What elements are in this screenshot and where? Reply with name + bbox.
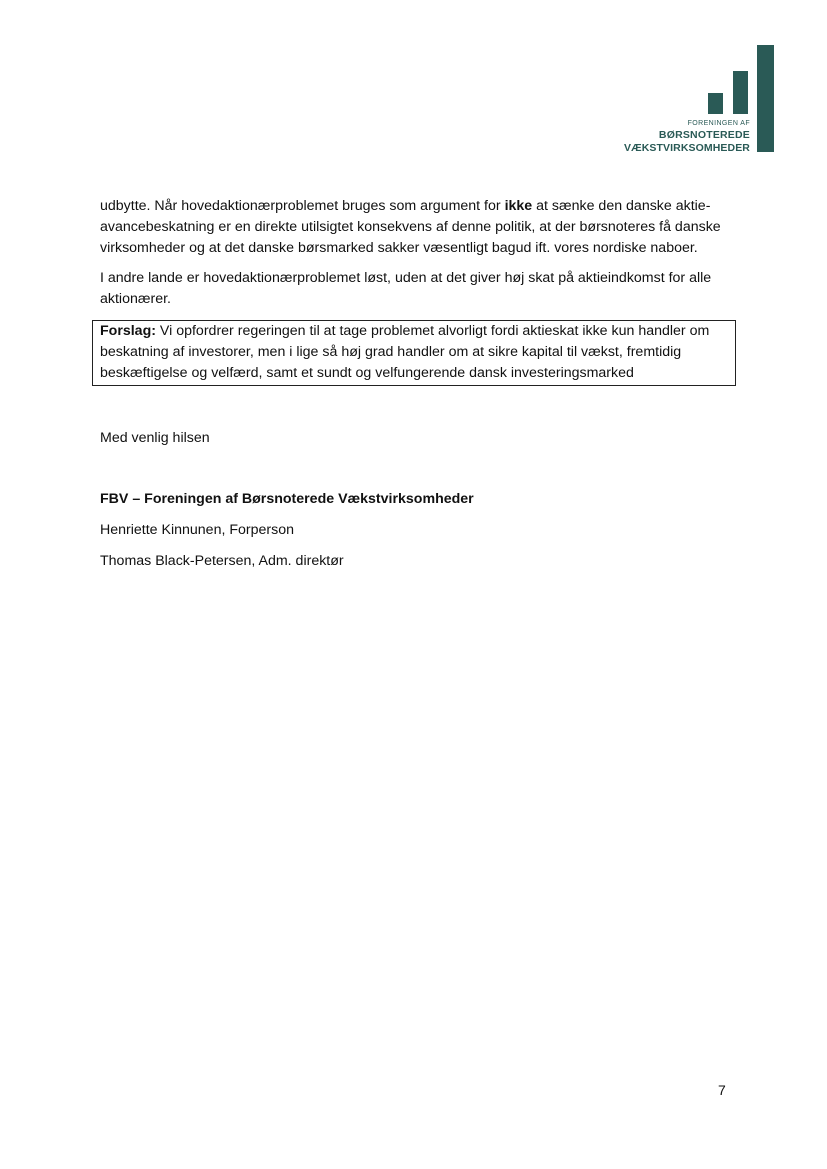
letter-body [100, 196, 732, 572]
organization-name: FBV – Foreningen af Børsnoterede Vækstvirksomheder [100, 491, 474, 507]
paragraph-argument-part1: udbytte. Når hovedaktionærproblemet bruges som argument for [100, 198, 505, 214]
fbv-logo [612, 44, 776, 156]
paragraph-argument [100, 196, 732, 259]
proposal-box [92, 320, 736, 386]
paragraph-other-countries: I andre lande er hovedaktionærproblemet løst, uden at det giver høj skat på aktieindkomst for alle aktionærer. [100, 270, 712, 307]
proposal-label: Forslag: [100, 323, 156, 339]
signatory-1: Henriette Kinnunen, Forperson [100, 522, 295, 538]
logo-bar-medium [733, 71, 748, 114]
page-number: 7 [718, 1082, 726, 1098]
logo-text-line1: FORENINGEN AF [687, 120, 750, 127]
logo-bar-large [757, 45, 774, 152]
paragraph-argument-part2: at sænke den danske aktieavancebeskatning er en direkte utilsigtet konsekvens af denne politik, at der børsnoteres få danske virksomheder og at det danske børsmarked sakker væsentligt bagud ift. vores nordiske naboer. [100, 198, 721, 256]
logo-text-line3: VÆKSTVIRKSOMHEDER [624, 142, 750, 154]
greeting: Med venlig hilsen [100, 430, 210, 446]
logo-text-line2: BØRSNOTEREDE [658, 129, 750, 141]
proposal-body: Vi opfordrer regeringen til at tage problemet alvorligt fordi aktieskat ikke kun handler om beskatning af investorer, men i lige så høj grad handler om at sikre kapital til vækst, fremtidig beskæftigelse og velfærd, samt et sundt og velfungerende dansk investeringsmarked [100, 323, 710, 381]
proposal-text [100, 321, 727, 384]
emphasis-ikke: ikke [504, 198, 533, 214]
signatory-2: Thomas Black-Petersen, Adm. direktør [100, 553, 344, 569]
logo-bar-small [708, 93, 723, 114]
